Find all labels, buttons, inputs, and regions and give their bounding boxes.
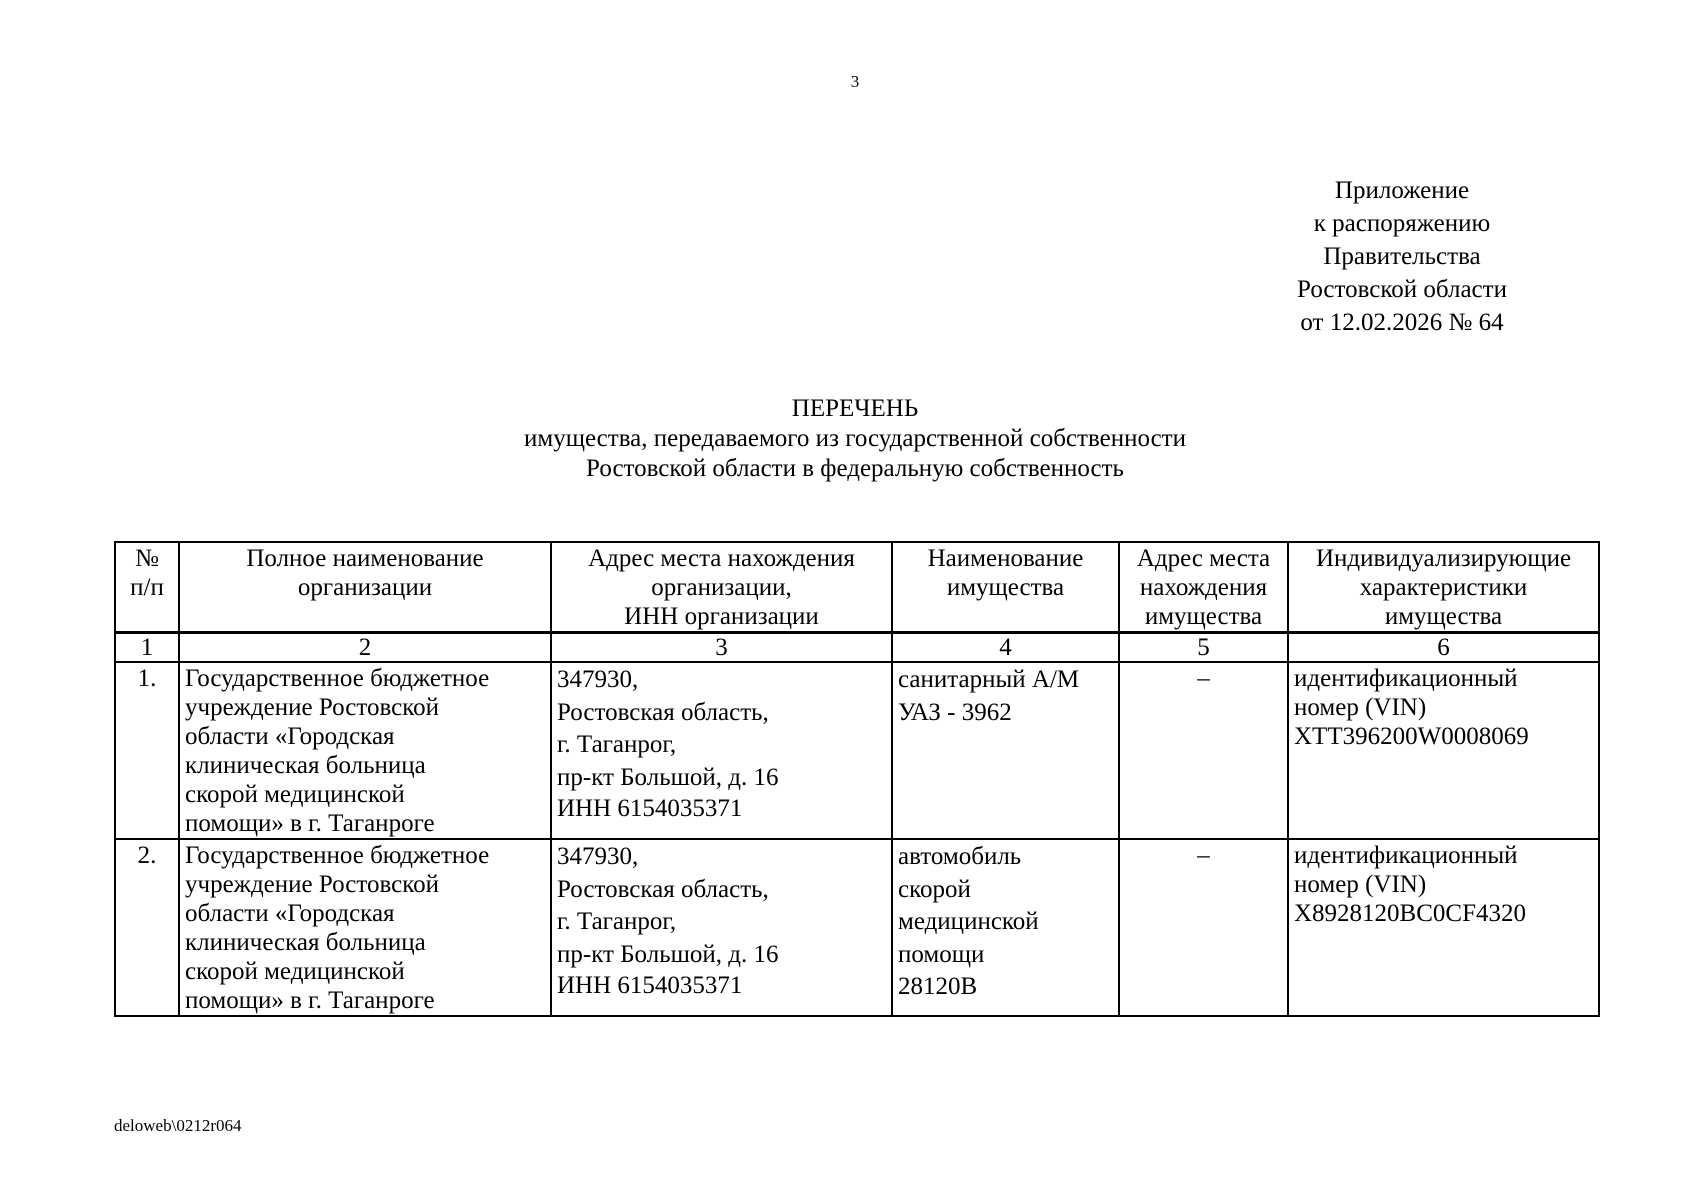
org-name-cell: Государственное бюджетное учреждение Ростовской области «Городская клиническая больница скорой медицинской помощи» в г. Таганроге: [179, 839, 551, 1016]
header-org-name: Полное наименование организации: [179, 542, 551, 633]
characteristics-cell: идентификационный номер (VIN) X8928120BC0CF4320: [1288, 839, 1599, 1016]
property-name-cell: санитарный А/М УАЗ - 3962: [892, 662, 1119, 839]
row-number: 1.: [115, 662, 179, 839]
column-number: 5: [1119, 633, 1288, 663]
column-number: 4: [892, 633, 1119, 663]
page-number: 3: [850, 72, 860, 91]
header-property-name: Наименование имущества: [892, 542, 1119, 633]
column-number: 2: [179, 633, 551, 663]
inn-value: ИНН 6154035371: [557, 972, 743, 999]
appendix-block: [1232, 174, 1572, 339]
appendix-date-number: от 12.02.2026 № 64: [1300, 309, 1504, 336]
appendix-line: к распоряжению: [1313, 210, 1491, 237]
document-title: [0, 394, 1698, 484]
org-address-cell: 347930, Ростовская область, г. Таганрог, пр-кт Большой, д. 16 ИНН 6154035371: [551, 839, 892, 1016]
header-characteristics: Индивидуализирующие характеристики имущества: [1288, 542, 1599, 633]
inn-value: ИНН 6154035371: [557, 795, 743, 822]
org-address-cell: 347930, Ростовская область, г. Таганрог, пр-кт Большой, д. 16 ИНН 6154035371: [551, 662, 892, 839]
table-header-row: [115, 542, 1599, 633]
appendix-line: Приложение: [1334, 177, 1470, 204]
property-table: [114, 541, 1600, 1017]
table-row: [115, 839, 1599, 1016]
header-property-address: Адрес места нахождения имущества: [1119, 542, 1288, 633]
table-row: [115, 662, 1599, 839]
appendix-line: Правительства: [1323, 243, 1481, 270]
vin-value: X8928120BC0CF4320: [1294, 900, 1526, 927]
document-subtitle-line: Ростовской области в федеральную собственность: [586, 455, 1124, 482]
property-address-cell: –: [1119, 662, 1288, 839]
document-subtitle-line: имущества, передаваемого из государственной собственности: [524, 425, 1186, 452]
column-number-row: [115, 633, 1599, 663]
property-table-wrapper: [114, 541, 1598, 1017]
document-heading: ПЕРЕЧЕНЬ: [791, 395, 919, 422]
column-number: 1: [115, 633, 179, 663]
org-name-cell: Государственное бюджетное учреждение Ростовской области «Городская клиническая больница скорой медицинской помощи» в г. Таганроге: [179, 662, 551, 839]
vin-value: XTT396200W0008069: [1294, 723, 1529, 750]
document-registry-code: deloweb\0212r064: [114, 1116, 242, 1135]
row-number: 2.: [115, 839, 179, 1016]
property-address-cell: –: [1119, 839, 1288, 1016]
column-number: 3: [551, 633, 892, 663]
header-org-address: Адрес места нахождения организации, ИНН организации: [551, 542, 892, 633]
header-no: № п/п: [115, 542, 179, 633]
appendix-line: Ростовской области: [1297, 276, 1507, 303]
property-name-cell: автомобиль скорой медицинской помощи 28120B: [892, 839, 1119, 1016]
characteristics-cell: идентификационный номер (VIN) XTT396200W0008069: [1288, 662, 1599, 839]
column-number: 6: [1288, 633, 1599, 663]
